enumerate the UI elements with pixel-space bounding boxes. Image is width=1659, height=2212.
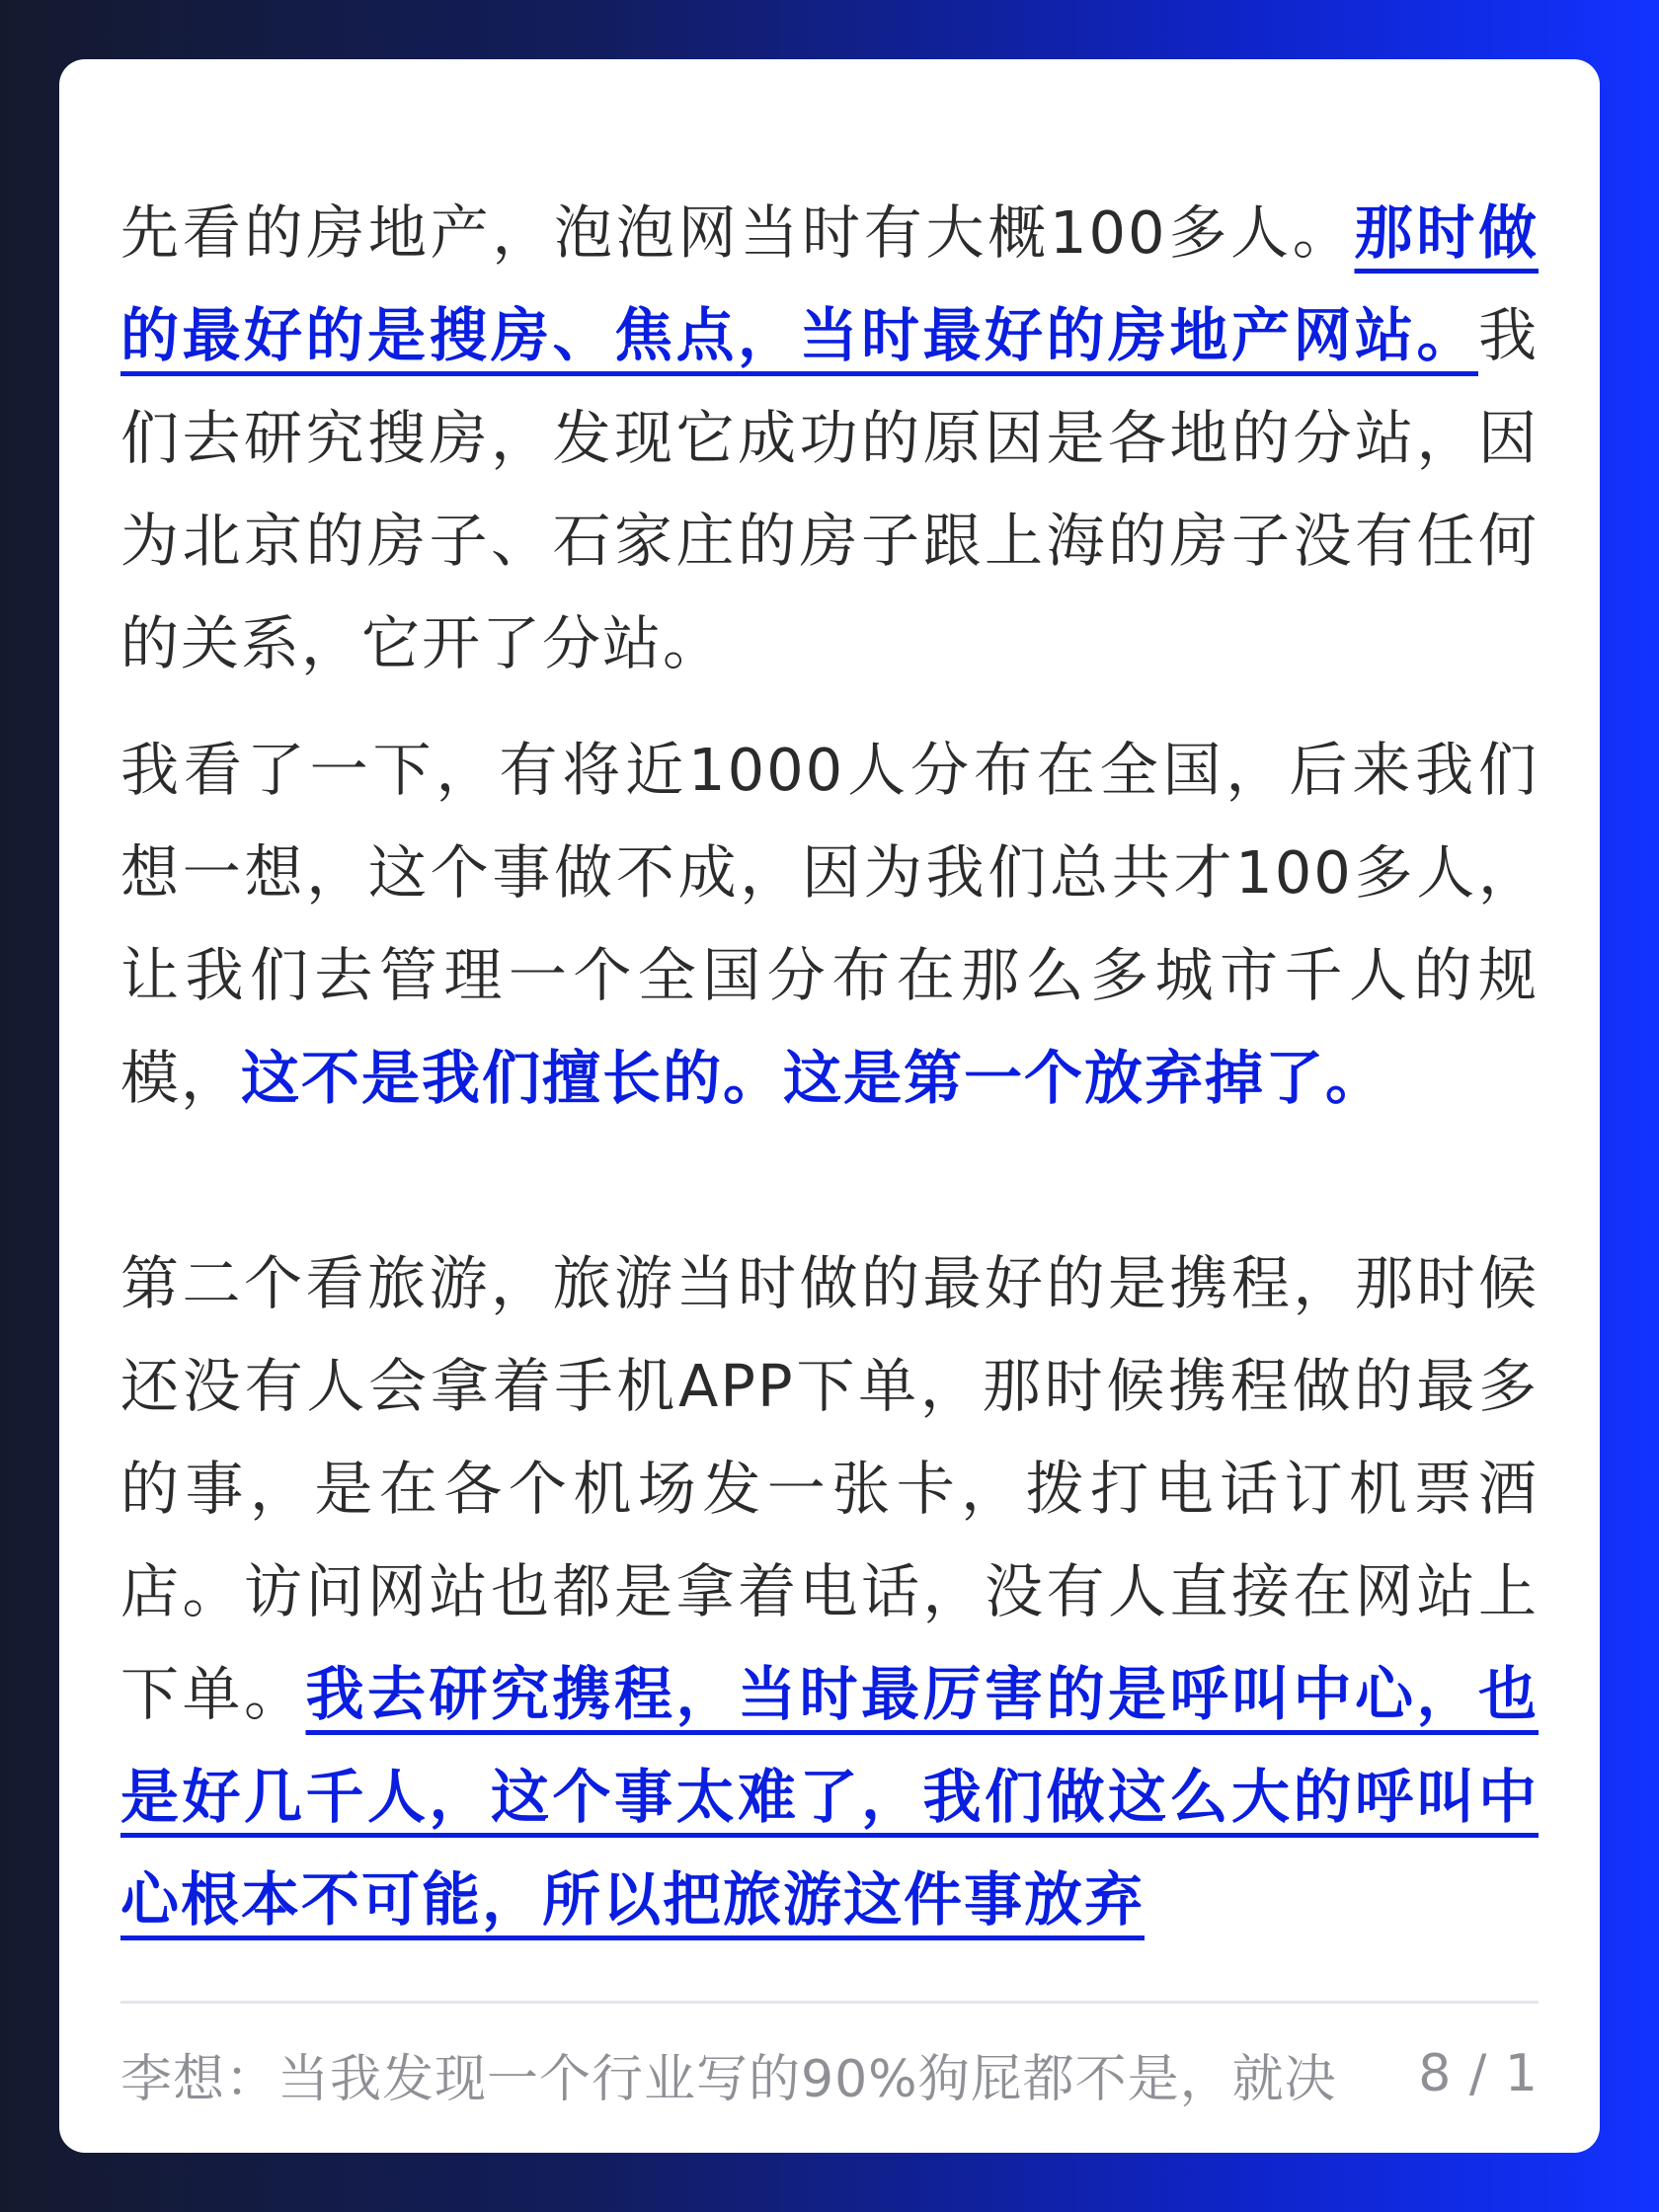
paragraph-real-estate xyxy=(120,182,1539,695)
footer-divider xyxy=(120,2001,1539,2004)
footer-article-title: 李想：当我发现一个行业写的90%狗屁都不是，就决 xyxy=(120,2049,1337,2109)
footer-bar xyxy=(120,2034,1539,2113)
article-card xyxy=(59,59,1600,2153)
text-highlight-underlined: 那时做的最好的是搜房、焦点，当时最好的房地产网站。 xyxy=(120,198,1539,369)
page-indicator: 8 / 1 xyxy=(1418,2044,1539,2103)
paragraph-travel xyxy=(120,1232,1539,1951)
text-highlight-underlined: 我去研究携程，当时最厉害的是呼叫中心，也是好几千人，这个事太难了，我们做这么大的呼叫中心根本不可能，所以把旅游这件事放弃 xyxy=(120,1660,1539,1934)
text-normal: 第二个看旅游，旅游当时做的最好的是携程，那时候还没有人会拿着手机APP下单，那时候携程做的最多的事，是在各个机场发一张卡，拨打电话订机票酒店。访问网站也都是拿着电话，没有人直接在网站上下单。 xyxy=(120,1249,1539,1728)
text-normal: 我们去研究搜房，发现它成功的原因是各地的分站，因为北京的房子、石家庄的房子跟上海的房子没有任何的关系，它开了分站。 xyxy=(120,301,1539,677)
paragraph-spacer xyxy=(120,1130,1539,1232)
text-normal: 我看了一下，有将近1000人分布在全国，后来我们想一想，这个事做不成，因为我们总共才100多人，让我们去管理一个全国分布在那么多城市千人的规模， xyxy=(120,736,1539,1112)
text-normal: 先看的房地产，泡泡网当时有大概100多人。 xyxy=(120,198,1355,267)
text-highlight: 这不是我们擅长的。这是第一个放弃掉了。 xyxy=(241,1044,1386,1112)
paragraph-decision xyxy=(120,719,1539,1130)
